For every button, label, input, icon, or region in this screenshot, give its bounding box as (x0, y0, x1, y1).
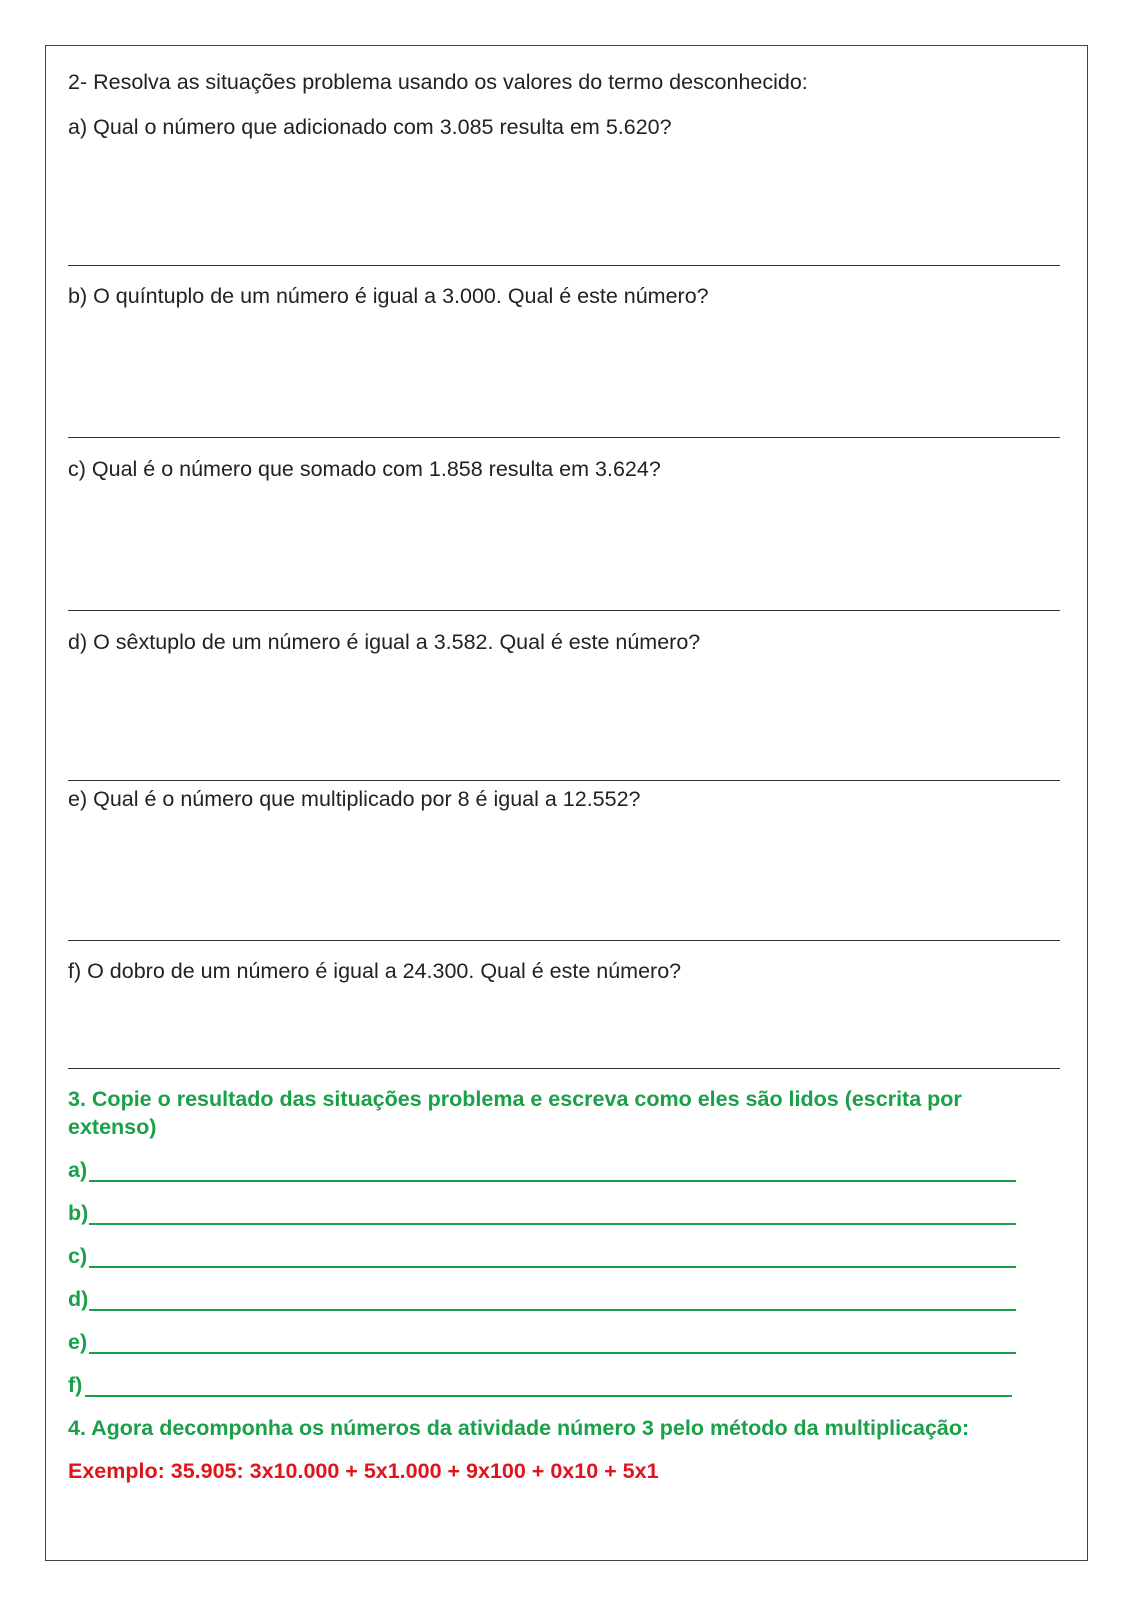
answer-line-e (68, 940, 1060, 941)
written-answer-label: a) (68, 1158, 88, 1182)
written-answer-c (68, 1246, 87, 1268)
written-answer-line (85, 1395, 1012, 1397)
written-answer-label: e) (68, 1330, 88, 1354)
section-3-heading-line2: extenso) (68, 1115, 157, 1139)
written-answer-f (68, 1375, 82, 1397)
written-answer-line (89, 1266, 1016, 1268)
section-2-heading: 2- Resolva as situações problema usando os valores do termo desconhecido: (68, 70, 808, 94)
answer-line-f (68, 1068, 1060, 1069)
answer-line-b (68, 437, 1060, 438)
section-4-heading: 4. Agora decomponha os números da atividade número 3 pelo método da multiplicação: (68, 1416, 970, 1440)
written-answer-b (68, 1203, 88, 1225)
question-d: d) O sêxtuplo de um número é igual a 3.582. Qual é este número? (68, 630, 701, 654)
written-answer-e (68, 1332, 87, 1354)
written-answer-label: b) (68, 1201, 89, 1225)
answer-line-a (68, 265, 1060, 266)
written-answer-d (68, 1289, 88, 1311)
written-answer-label: c) (68, 1244, 88, 1268)
question-e: e) Qual é o número que multiplicado por 8 é igual a 12.552? (68, 787, 641, 811)
question-b: b) O quíntuplo de um número é igual a 3.000. Qual é este número? (68, 284, 709, 308)
question-c: c) Qual é o número que somado com 1.858 resulta em 3.624? (68, 457, 661, 481)
answer-line-c (68, 610, 1060, 611)
written-answer-line (89, 1352, 1016, 1354)
written-answer-a (68, 1160, 87, 1182)
question-f: f) O dobro de um número é igual a 24.300. Qual é este número? (68, 959, 682, 983)
question-a: a) Qual o número que adicionado com 3.085 resulta em 5.620? (68, 115, 672, 139)
section-3-heading-line1: 3. Copie o resultado das situações problema e escreva como eles são lidos (escrita por (68, 1087, 962, 1111)
written-answer-line (89, 1180, 1016, 1182)
written-answer-label: f) (68, 1373, 83, 1397)
written-answer-label: d) (68, 1287, 89, 1311)
answer-line-d (68, 780, 1060, 781)
written-answer-line (89, 1223, 1016, 1225)
decomposition-example: Exemplo: 35.905: 3x10.000 + 5x1.000 + 9x100 + 0x10 + 5x1 (68, 1459, 659, 1483)
written-answer-line (89, 1309, 1016, 1311)
